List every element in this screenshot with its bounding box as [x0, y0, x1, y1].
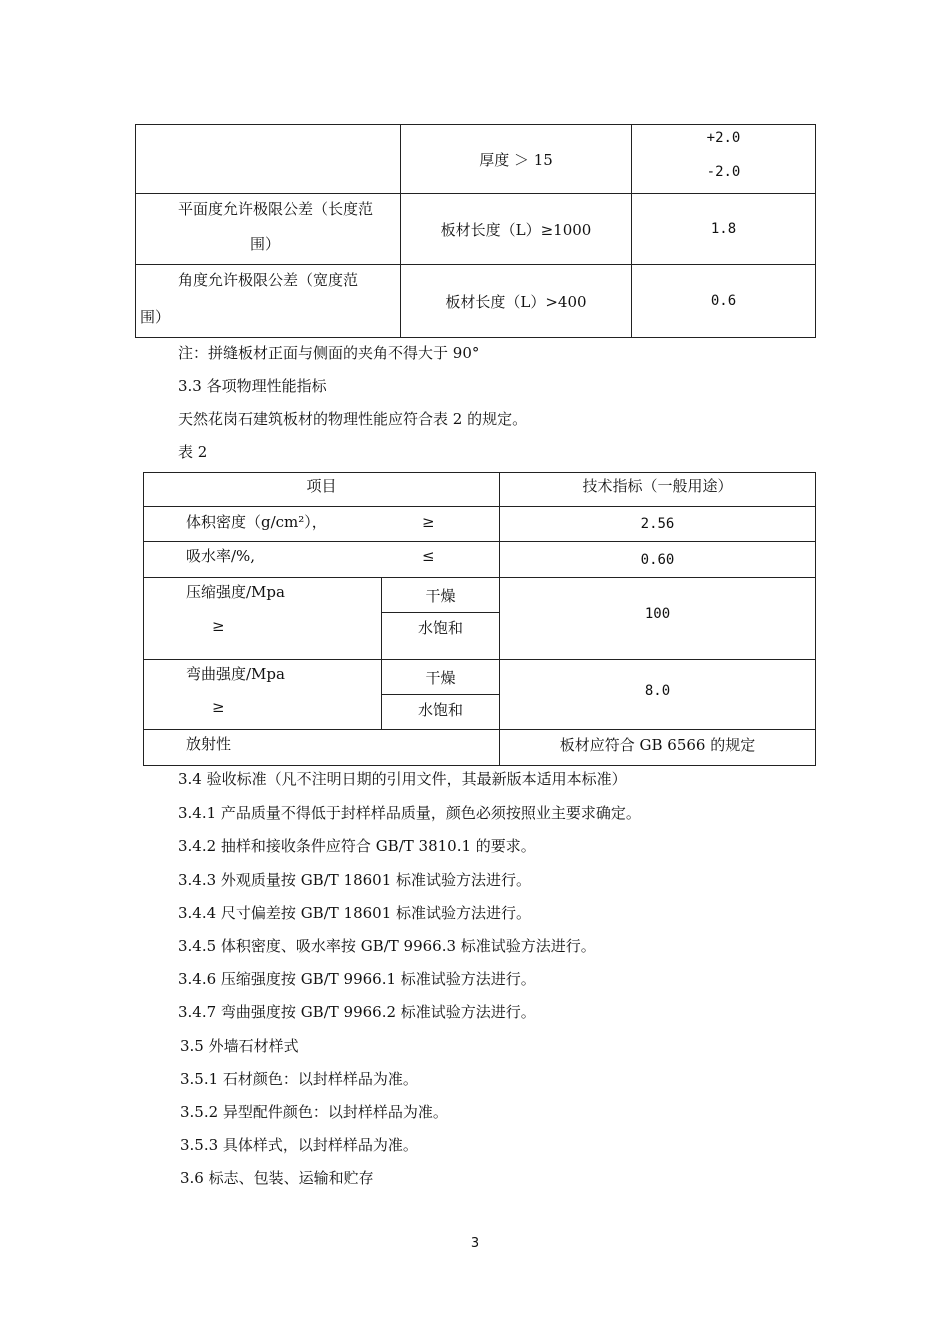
paragraph: 3.5.2 异型配件颜色：以封样样品为准。	[180, 1103, 448, 1121]
compressive-dry: 干燥	[425, 586, 456, 605]
paragraph: 3.4.1 产品质量不得低于封样样品质量，颜色必须按照业主要求确定。	[178, 804, 641, 822]
compressive-saturated: 水饱和	[417, 618, 463, 637]
paragraph: 3.4 验收标准（凡不注明日期的引用文件，其最新版本适用本标准）	[178, 770, 627, 788]
section-3-3-paragraph: 天然花岗石建筑板材的物理性能应符合表 2 的规定。	[178, 410, 528, 428]
table1-row2-item-line1: 平面度允许极限公差（长度范	[178, 200, 374, 218]
compressive-operator: ≥	[212, 617, 225, 635]
paragraph: 3.4.4 尺寸偏差按 GB/T 18601 标准试验方法进行。	[178, 904, 532, 922]
paragraph: 3.4.3 外观质量按 GB/T 18601 标准试验方法进行。	[178, 871, 532, 889]
flexural-operator: ≥	[212, 698, 225, 716]
absorption-operator: ≤	[422, 547, 435, 565]
table1-border-right	[815, 124, 816, 338]
table1-row1-condition: 厚度 ＞ 15	[479, 150, 553, 169]
absorption-value: 0.60	[640, 551, 675, 568]
table2-header-spec: 技术指标（一般用途）	[582, 477, 733, 495]
paragraph: 3.5 外墙石材样式	[180, 1037, 299, 1055]
compressive-label: 压缩强度/Mpa	[186, 583, 285, 601]
paragraph: 3.4.5 体积密度、吸水率按 GB/T 9966.3 标准试验方法进行。	[178, 937, 596, 955]
table1-border-bottom	[135, 337, 816, 338]
compressive-value: 100	[644, 606, 671, 622]
table1-row3-value: 0.6	[710, 293, 737, 309]
flexural-label: 弯曲强度/Mpa	[186, 665, 285, 683]
table1-row1-minus: -2.0	[706, 164, 741, 180]
absorption-label: 吸水率/%,	[186, 547, 256, 565]
table1-row2-value: 1.8	[710, 221, 737, 237]
radioactivity-value: 板材应符合 GB 6566 的规定	[559, 736, 756, 754]
table2-border-right	[815, 472, 816, 766]
table1-note: 注：拼缝板材正面与侧面的夹角不得大于 90°	[178, 344, 480, 362]
table1-row3-item-line2: 围）	[140, 308, 171, 326]
paragraph: 3.4.2 抽样和接收条件应符合 GB/T 3810.1 的要求。	[178, 837, 536, 855]
section-heading-3-3: 3.3 各项物理性能指标	[178, 377, 327, 395]
flexural-saturated: 水饱和	[417, 700, 463, 719]
table2-caption: 表 2	[178, 443, 208, 461]
table2-border-bottom	[143, 765, 816, 766]
paragraph: 3.5.3 具体样式，以封样样品为准。	[180, 1136, 418, 1154]
flexural-dry: 干燥	[425, 668, 456, 687]
radioactivity-label: 放射性	[186, 735, 232, 753]
paragraph: 3.4.7 弯曲强度按 GB/T 9966.2 标准试验方法进行。	[178, 1003, 536, 1021]
table1-row3-condition: 板材长度（L）>400	[445, 292, 587, 311]
table2-border-left	[143, 472, 144, 766]
page-number: 3	[470, 1236, 480, 1251]
table1-row3-item-line1: 角度允许极限公差（宽度范	[178, 271, 359, 289]
table2-header-item: 项目	[306, 477, 337, 495]
density-operator: ≥	[422, 513, 435, 531]
table1-row2-condition: 板材长度（L）≥1000	[440, 220, 592, 239]
table1-border-left	[135, 124, 136, 338]
table1-row2-item-line2: 围）	[250, 235, 281, 253]
density-label: 体积密度（g/cm²），	[186, 513, 327, 531]
paragraph: 3.4.6 压缩强度按 GB/T 9966.1 标准试验方法进行。	[178, 970, 536, 988]
paragraph: 3.6 标志、包装、运输和贮存	[180, 1169, 374, 1187]
density-value: 2.56	[640, 516, 675, 532]
table1-row1-plus: +2.0	[706, 130, 741, 146]
flexural-value: 8.0	[644, 683, 671, 699]
paragraph: 3.5.1 石材颜色：以封样样品为准。	[180, 1070, 418, 1088]
